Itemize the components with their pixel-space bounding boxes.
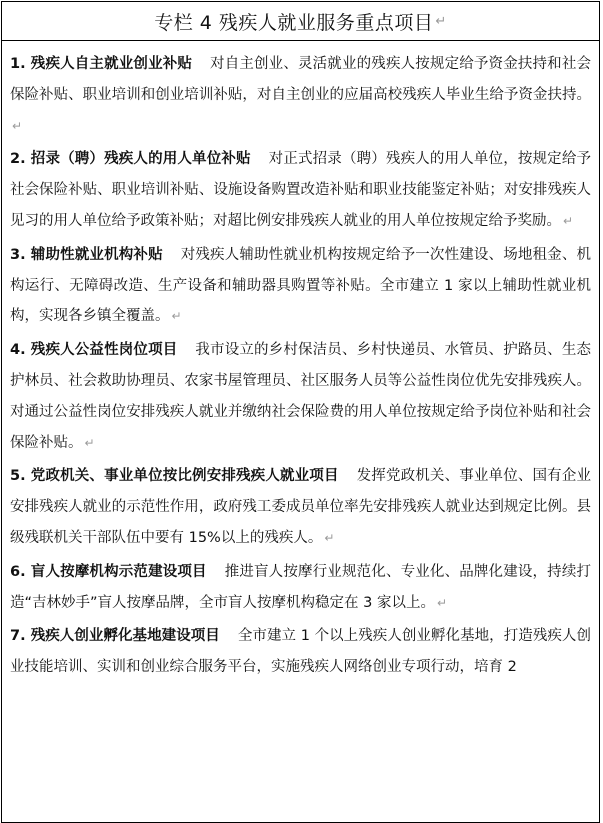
column-title: 专栏 4 残疾人就业服务重点项目	[154, 11, 434, 34]
item-4	[10, 335, 591, 458]
item-2	[10, 144, 591, 236]
item-6-body: 推进盲人按摩行业规范化、专业化、品牌化建设，持续打造“吉林妙手”盲人按摩品牌，全市盲人按摩机构稳定在 3 家以上。	[10, 563, 591, 611]
special-column-box	[1, 1, 600, 823]
paragraph-mark-icon: ↵	[435, 13, 447, 29]
item-4-heading: 4. 残疾人公益性岗位项目	[10, 342, 178, 359]
item-7-heading: 7. 残疾人创业孵化基地建设项目	[10, 628, 220, 645]
item-7-body: 全市建立 1 个以上残疾人创业孵化基地，打造残疾人创业技能培训、实训和创业综合服务平台，实施残疾人网络创业专项行动，培育 2	[10, 628, 591, 676]
item-2-heading: 2. 招录（聘）残疾人的用人单位补贴	[10, 151, 251, 168]
paragraph-mark-icon: ↵	[12, 118, 23, 133]
paragraph-mark-icon: ↵	[324, 530, 335, 545]
paragraph-mark-icon: ↵	[171, 309, 182, 324]
item-3-body: 对残疾人辅助性就业机构按规定给予一次性建设、场地租金、机构运行、无障碍改造、生产设备和辅助器具购置等补贴。全市建立 1 家以上辅助性就业机构，实现各乡镇全覆盖。	[10, 246, 591, 325]
item-3-heading: 3. 辅助性就业机构补贴	[10, 246, 163, 263]
item-5	[10, 461, 591, 553]
paragraph-mark-icon: ↵	[563, 213, 574, 228]
item-1	[10, 49, 591, 141]
item-6-heading: 6. 盲人按摩机构示范建设项目	[10, 563, 207, 580]
item-4-body: 我市设立的乡村保洁员、乡村快递员、水管员、护路员、生态护林员、社会救助协理员、农家书屋管理员、社区服务人员等公益性岗位优先安排残疾人。对通过公益性岗位安排残疾人就业并缴纳社会保险费的用人单位按规定给予岗位补贴和社会保险补贴。	[10, 342, 591, 451]
item-1-body: 对自主创业、灵活就业的残疾人按规定给予资金扶持和社会保险补贴、职业培训和创业培训补贴，对自主创业的应届高校残疾人毕业生给予资金扶持。	[10, 56, 591, 103]
item-list	[2, 41, 599, 683]
item-2-body: 对正式招录（聘）残疾人的用人单位，按规定给予社会保险补贴、职业培训补贴、设施设备购置改造补贴和职业技能鉴定补贴；对安排残疾人见习的用人单位给予政策补贴；对超比例安排残疾人就业的用人单位按规定给予奖励。	[10, 151, 591, 229]
item-7	[10, 621, 591, 683]
item-6	[10, 557, 591, 619]
item-5-heading: 5. 党政机关、事业单位按比例安排残疾人就业项目	[10, 468, 339, 485]
item-3	[10, 240, 591, 332]
item-5-body: 发挥党政机关、事业单位、国有企业安排残疾人就业的示范性作用，政府残工委成员单位率先安排残疾人就业达到规定比例。县级残联机关干部队伍中要有 15%以上的残疾人。	[10, 468, 591, 546]
column-title-row	[2, 2, 599, 41]
paragraph-mark-icon: ↵	[84, 435, 95, 450]
item-1-heading: 1. 残疾人自主就业创业补贴	[10, 56, 193, 72]
paragraph-mark-icon: ↵	[436, 595, 448, 610]
